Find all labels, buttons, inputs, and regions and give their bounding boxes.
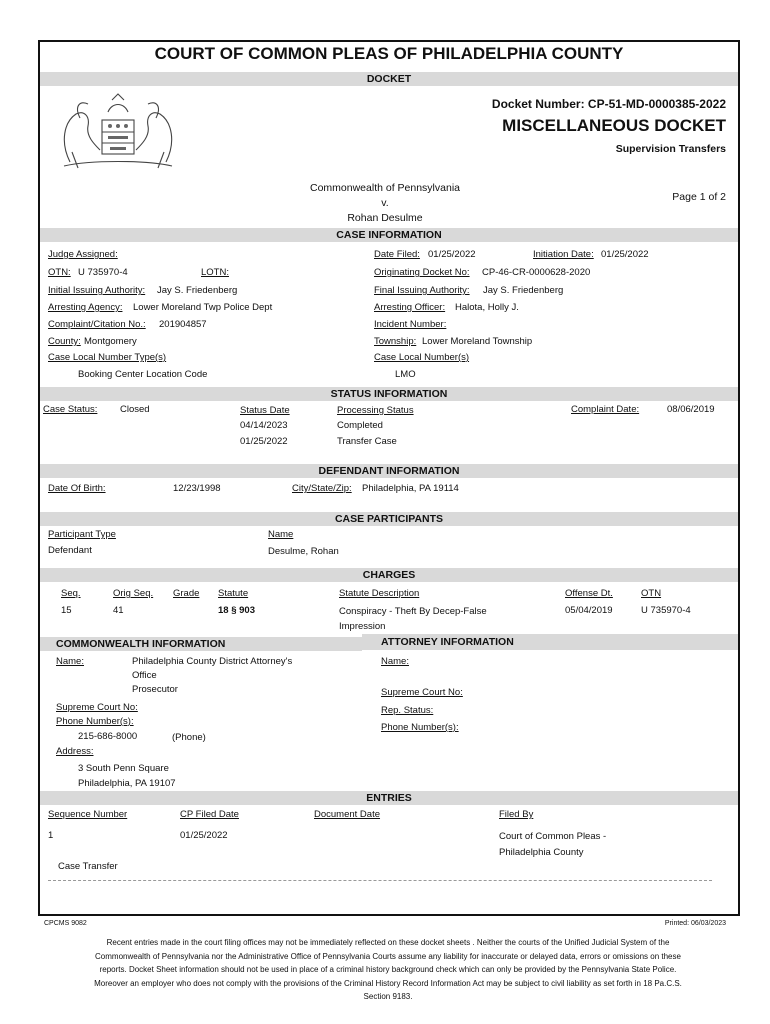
local-number-label: Case Local Number(s)	[374, 352, 470, 363]
charge-seq: 15	[61, 605, 72, 616]
commonwealth-phone-type: (Phone)	[172, 732, 206, 743]
court-title: COURT OF COMMON PLEAS OF PHILADELPHIA COUNTY	[154, 44, 624, 63]
dob-value: 12/23/1998	[173, 483, 221, 494]
judge-label: Judge Assigned:	[48, 249, 118, 260]
attorney-supreme-court-label: Supreme Court No:	[381, 687, 463, 698]
status-information-bar: STATUS INFORMATION	[40, 387, 738, 401]
entry-filed-by-label: Filed By	[499, 809, 534, 820]
city-state-zip: Philadelphia, PA 19114	[362, 483, 459, 494]
complaint-date: 08/06/2019	[667, 404, 715, 415]
printed-date: Printed: 06/03/2023	[664, 920, 726, 927]
commonwealth-name-3: Prosecutor	[132, 684, 178, 695]
processing-status-2: Transfer Case	[337, 436, 397, 447]
entry-document-date-label: Document Date	[314, 809, 381, 820]
entry-text: Case Transfer	[58, 861, 118, 872]
participant-type-label: Participant Type	[48, 529, 116, 540]
local-number: LMO	[395, 369, 416, 380]
lotn-label: LOTN:	[201, 267, 229, 278]
date-filed: 01/25/2022	[428, 249, 476, 260]
entry-sequence-label: Sequence Number	[48, 809, 128, 820]
entry-cp-filed-label: CP Filed Date	[180, 809, 239, 820]
originating-docket: CP-46-CR-0000628-2020	[482, 267, 591, 278]
defendant-information-bar: DEFENDANT INFORMATION	[40, 464, 738, 478]
caption-versus: v.	[381, 197, 389, 209]
participant-name: Desulme, Rohan	[268, 546, 339, 557]
entry-divider	[48, 880, 712, 881]
processing-status-1: Completed	[337, 420, 383, 431]
final-authority: Jay S. Friedenberg	[483, 285, 564, 296]
commonwealth-phone-label: Phone Number(s):	[56, 716, 134, 727]
case-status: Closed	[120, 404, 150, 415]
charge-description-1: Conspiracy - Theft By Decep-False	[339, 606, 487, 617]
charge-statute: 18 § 903	[218, 605, 255, 616]
case-status-label: Case Status:	[43, 404, 98, 415]
commonwealth-name-2: Office	[132, 670, 157, 681]
docket-number: Docket Number: CP-51-MD-0000385-2022	[491, 97, 726, 111]
originating-docket-label: Originating Docket No:	[374, 267, 470, 278]
commonwealth-supreme-court-label: Supreme Court No:	[56, 702, 138, 713]
docket-type: MISCELLANEOUS DOCKET	[502, 116, 726, 135]
commonwealth-address-label: Address:	[56, 746, 94, 757]
entries-bar: ENTRIES	[40, 791, 738, 805]
commonwealth-phone: 215-686-8000	[78, 731, 138, 742]
commonwealth-name-label: Name:	[56, 656, 84, 667]
otn-label: OTN:	[48, 267, 71, 278]
charge-description-2: Impression	[339, 621, 386, 632]
complaint-number-label: Complaint/Citation No.:	[48, 319, 146, 330]
arresting-officer-label: Arresting Officer:	[374, 302, 446, 313]
charge-offense-date: 05/04/2019	[565, 605, 613, 616]
caption-defendant: Rohan Desulme	[347, 212, 423, 224]
status-date-1: 04/14/2023	[240, 420, 288, 431]
local-number-type-label: Case Local Number Type(s)	[48, 352, 167, 363]
arresting-officer: Halota, Holly J.	[455, 302, 519, 313]
charges-bar: CHARGES	[40, 568, 738, 582]
case-participants-bar: CASE PARTICIPANTS	[40, 512, 738, 526]
county-label: County:	[48, 336, 81, 347]
charge-offense-date-label: Offense Dt.	[565, 588, 613, 599]
attorney-information-title: ATTORNEY INFORMATION	[381, 636, 514, 648]
complaint-number: 201904857	[159, 319, 207, 330]
status-date-2: 01/25/2022	[240, 436, 288, 447]
township-value: Lower Moreland Township	[422, 336, 533, 347]
processing-status-label: Processing Status	[337, 405, 414, 416]
initiation-label: Initiation Date:	[533, 249, 594, 260]
attorney-name-label: Name:	[381, 656, 409, 667]
participant-type: Defendant	[48, 545, 92, 556]
entry-filed-by-2: Philadelphia County	[499, 847, 584, 858]
charge-statute-label: Statute	[218, 588, 249, 599]
arresting-agency-label: Arresting Agency:	[48, 302, 123, 313]
incident-number-label: Incident Number:	[374, 319, 447, 330]
city-state-zip-label: City/State/Zip:	[292, 483, 352, 494]
initial-authority: Jay S. Friedenberg	[157, 285, 238, 296]
charge-grade-label: Grade	[173, 588, 200, 599]
disclaimer-text: Recent entries made in the court filing offices may not be immediately reflected on these docket sheets . Neither the courts of the Unified Judicial System of the Commonwealth of Pennsylvania nor the Administrative Office of Pennsylvania Courts assume any liability for inaccurate or delayed data, errors or omissions on these reports. Docket Sheet information should not be used in place of a criminal history background check which can only be provided by the Pennsylvania State Police. Moreover an employer who does not comply with the provisions of the Criminal History Record Information Act may be subject to civil liability as set forth in 18 Pa.C.S. Section 9183.	[94, 938, 682, 1002]
initiation-date: 01/25/2022	[601, 249, 649, 260]
attorney-phone-label: Phone Number(s):	[381, 722, 459, 733]
commonwealth-address-1: 3 South Penn Square	[78, 763, 169, 774]
otn-value: U 735970-4	[78, 267, 128, 278]
form-number: CPCMS 9082	[44, 920, 87, 927]
attorney-rep-status-label: Rep. Status:	[381, 705, 434, 716]
docket-bar: DOCKET	[40, 72, 738, 86]
initial-authority-label: Initial Issuing Authority:	[48, 285, 146, 296]
charge-otn: U 735970-4	[641, 605, 691, 616]
commonwealth-address-2: Philadelphia, PA 19107	[78, 778, 176, 789]
dob-label: Date Of Birth:	[48, 483, 106, 494]
arresting-agency: Lower Moreland Twp Police Dept	[133, 302, 273, 313]
charge-otn-label: OTN	[641, 588, 662, 599]
case-information-bar: CASE INFORMATION	[40, 228, 738, 242]
charge-orig-seq: 41	[113, 605, 124, 616]
date-filed-label: Date Filed:	[374, 249, 420, 260]
complaint-date-label: Complaint Date:	[571, 404, 640, 415]
caption-plaintiff: Commonwealth of Pennsylvania	[310, 182, 460, 194]
status-date-label: Status Date	[240, 405, 290, 416]
township-label: Township:	[374, 336, 417, 347]
charge-seq-label: Seq.	[61, 588, 81, 599]
charge-description-label: Statute Description	[339, 588, 420, 599]
final-authority-label: Final Issuing Authority:	[374, 285, 470, 296]
page-number: Page 1 of 2	[672, 191, 726, 203]
entry-filed-by-1: Court of Common Pleas -	[499, 831, 607, 842]
entry-sequence: 1	[48, 830, 54, 841]
commonwealth-name-1: Philadelphia County District Attorney's	[132, 656, 293, 667]
pennsylvania-seal-icon	[50, 92, 186, 172]
commonwealth-information-title: COMMONWEALTH INFORMATION	[56, 638, 226, 650]
participant-name-label: Name	[268, 529, 294, 540]
local-number-type: Booking Center Location Code	[78, 369, 208, 380]
county-value: Montgomery	[84, 336, 137, 347]
docket-subtype: Supervision Transfers	[615, 143, 726, 155]
entry-cp-filed-date: 01/25/2022	[180, 830, 228, 841]
charge-orig-seq-label: Orig Seq.	[113, 588, 154, 599]
